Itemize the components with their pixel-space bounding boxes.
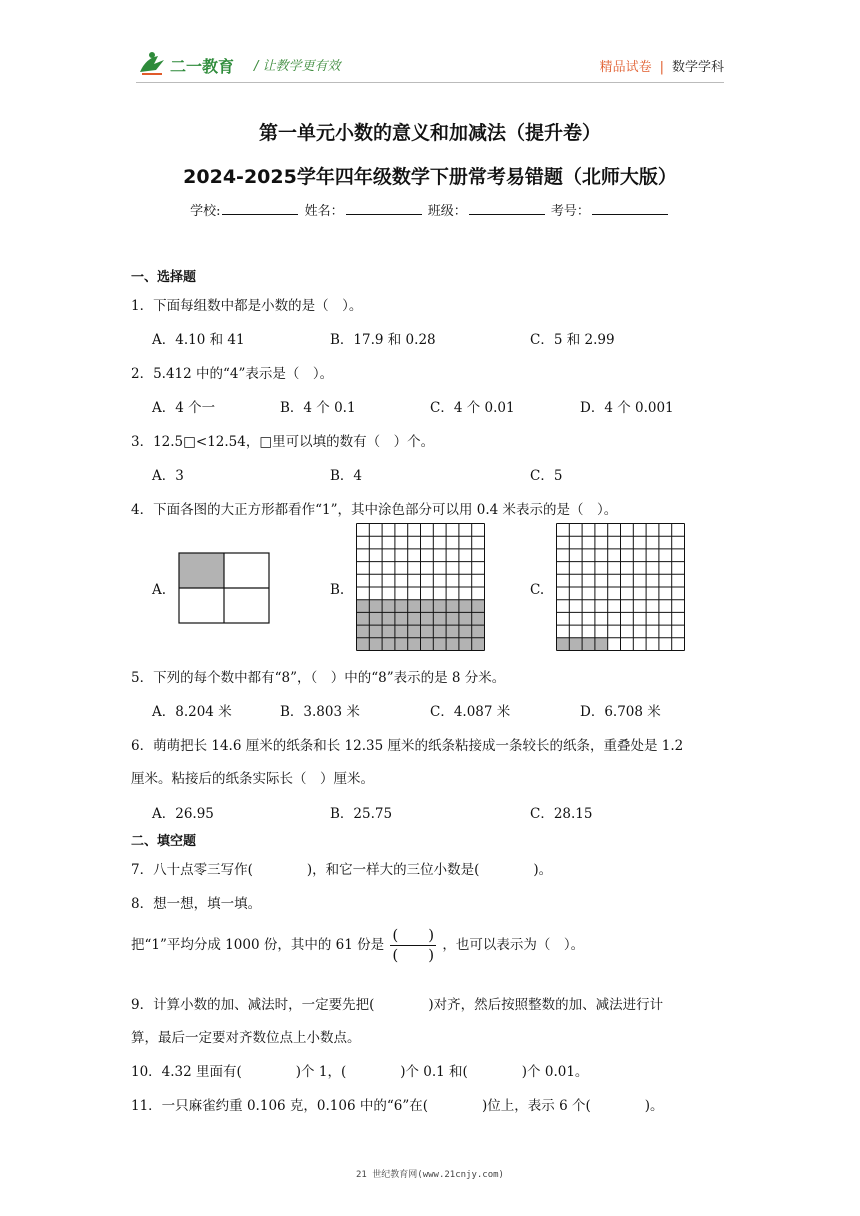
footer: 21 世纪教育网(www.21cnjy.com) <box>356 1170 504 1180</box>
q6-option-c[interactable]: C．28.15 <box>530 806 593 822</box>
name-label: 姓名： <box>304 204 344 219</box>
q8-suffix: ，也可以表示为（ ）。 <box>442 937 585 953</box>
q1-option-a[interactable]: A．4.10 和 41 <box>152 332 245 348</box>
question-11: 11．一只麻雀约重 0.106 克，0.106 中的“6”在( )位上，表示 6 个( )。 <box>131 1098 664 1114</box>
header-tags <box>600 56 724 75</box>
slogan: / 让教学更有效 <box>254 59 341 74</box>
page-subtitle: 2024-2025学年四年级数学下册常考易错题（北师大版） <box>183 166 677 188</box>
class-label: 班级： <box>427 204 467 219</box>
q5-option-a[interactable]: A．8.204 米 <box>152 704 232 720</box>
question-6-line2: 厘米。粘接后的纸条实际长（ ）厘米。 <box>131 771 374 787</box>
q3-option-a[interactable]: A．3 <box>152 468 184 484</box>
q2-option-a[interactable]: A．4 个一 <box>152 400 216 416</box>
question-2: 2．5.412 中的“4”表示是（ ）。 <box>131 366 334 382</box>
q8-prefix: 把“1”平均分成 1000 份，其中的 61 份是 <box>131 937 385 953</box>
question-8: 8．想一想，填一填。 <box>131 896 262 912</box>
q5-option-c[interactable]: C．4.087 米 <box>430 704 511 720</box>
school-field[interactable] <box>222 202 298 215</box>
q2-option-b[interactable]: B．4 个 0.1 <box>280 400 356 416</box>
q6-option-a[interactable]: A．26.95 <box>152 806 214 822</box>
logo-text: 二一教育 <box>170 57 235 76</box>
question-9-line2: 算，最后一定要对齐数位点上小数点。 <box>131 1030 361 1046</box>
question-5: 5．下列的每个数中都有“8”，（ ）中的“8”表示的是 8 分米。 <box>131 670 506 686</box>
question-4: 4．下面各图的大正方形都看作“1”，其中涂色部分可以用 0.4 米表示的是（ ）。 <box>131 502 618 518</box>
exam-no-label: 考号： <box>550 204 590 219</box>
header-divider <box>136 82 724 83</box>
q4-option-a[interactable]: A. <box>152 582 167 598</box>
student-info <box>0 200 860 219</box>
fraction-denominator[interactable]: ( ) <box>392 946 435 964</box>
section-fill: 二、填空题 <box>131 834 197 849</box>
figure-c-grid <box>556 523 686 652</box>
q4-option-c[interactable]: C. <box>530 582 545 598</box>
q5-option-d[interactable]: D．6.708 米 <box>580 704 661 720</box>
figure-b-grid <box>356 523 486 652</box>
question-1: 1．下面每组数中都是小数的是（ ）。 <box>131 298 363 314</box>
tag-separator: | <box>659 60 664 75</box>
q2-option-c[interactable]: C．4 个 0.01 <box>430 400 515 416</box>
exam-no-field[interactable] <box>592 202 668 215</box>
tag-quality: 精品试卷 <box>599 60 652 75</box>
question-9-line1: 9．计算小数的加、减法时，一定要先把( )对齐，然后按照整数的加、减法进行计 <box>131 997 664 1013</box>
q1-option-b[interactable]: B．17.9 和 0.28 <box>330 332 436 348</box>
school-label: 学校: <box>190 204 221 219</box>
class-field[interactable] <box>469 202 545 215</box>
question-8-line <box>131 926 584 965</box>
q4-option-b[interactable]: B. <box>330 582 345 598</box>
figure-a-quarters <box>178 552 270 624</box>
fraction-numerator[interactable]: ( ) <box>392 926 435 944</box>
question-3: 3．12.5□<12.54，□里可以填的数有（ ）个。 <box>131 434 435 450</box>
q2-option-d[interactable]: D．4 个 0.001 <box>580 400 674 416</box>
q3-option-b[interactable]: B．4 <box>330 468 363 484</box>
question-6-line1: 6．萌萌把长 14.6 厘米的纸条和长 12.35 厘米的纸条粘接成一条较长的纸条，重叠处是 1.2 <box>131 738 684 754</box>
q6-option-b[interactable]: B．25.75 <box>330 806 393 822</box>
q1-option-c[interactable]: C．5 和 2.99 <box>530 332 615 348</box>
tag-subject: 数学学科 <box>671 60 724 75</box>
page-title: 第一单元小数的意义和加减法（提升卷） <box>258 122 601 144</box>
q8-fraction[interactable] <box>390 926 436 965</box>
question-7: 7．八十点零三写作( )，和它一样大的三位小数是( )。 <box>131 862 553 878</box>
name-field[interactable] <box>346 202 422 215</box>
section-choice: 一、选择题 <box>131 270 197 285</box>
q3-option-c[interactable]: C．5 <box>530 468 563 484</box>
question-10: 10．4.32 里面有( )个 1，( )个 0.1 和( )个 0.01。 <box>131 1064 589 1080</box>
q5-option-b[interactable]: B．3.803 米 <box>280 704 360 720</box>
